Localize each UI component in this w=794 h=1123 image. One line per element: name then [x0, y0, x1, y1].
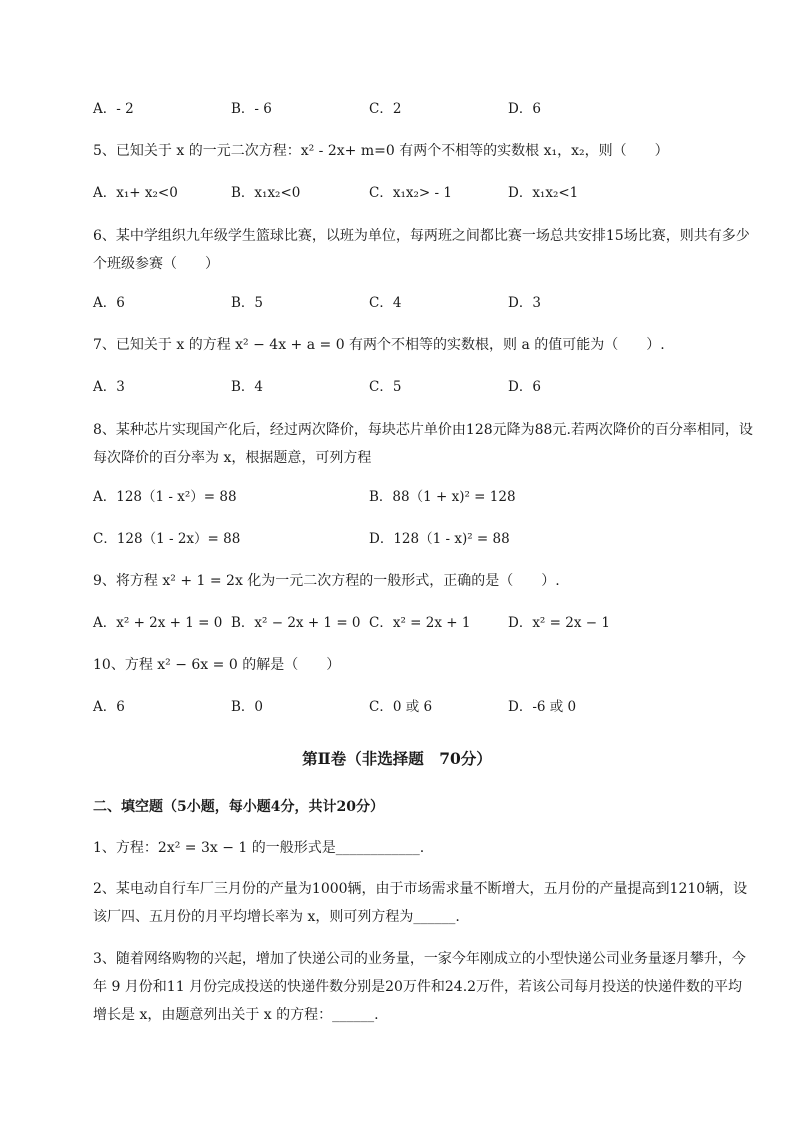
q6-option-d[interactable]: D．3: [508, 295, 541, 311]
q9-option-d[interactable]: D．x² = 2x − 1: [508, 615, 610, 631]
q7-stem: 7、已知关于 x 的方程 x² − 4x + a = 0 有两个不相等的实数根，则 a 的值可能为（ ）.: [93, 337, 665, 353]
section-title: 第Ⅱ卷（非选择题 70分）: [302, 749, 492, 768]
q8-options-row2: [93, 529, 733, 549]
q6-options: [93, 293, 733, 313]
q7-option-c[interactable]: C．5: [369, 379, 402, 395]
q5-option-b[interactable]: B．x₁x₂<0: [231, 185, 301, 201]
q10-options: [93, 697, 733, 717]
fill-question-3: 3、随着网络购物的兴起，增加了快递公司的业务量，一家今年刚成立的小型快递公司业务量逐月攀升，今年 9 月份和11 月份完成投送的快递件数分别是20万件和24.2万件，若该公司每月投送的快递件数的平均增长是 x，由题意列出关于 x 的方程：______.: [93, 951, 746, 1023]
section-subtitle: 二、填空题（5小题，每小题4分，共计20分）: [93, 799, 384, 815]
q9-option-c[interactable]: C．x² = 2x + 1: [369, 615, 471, 631]
q8-option-b[interactable]: B．88（1 + x)² = 128: [369, 489, 516, 505]
q4-option-d[interactable]: D．6: [508, 101, 541, 117]
q7-options: [93, 377, 733, 397]
q6-stem: 6、某中学组织九年级学生篮球比赛，以班为单位，每两班之间都比赛一场总共安排15场比赛，则共有多少个班级参赛（ ）: [93, 228, 750, 272]
q6-option-b[interactable]: B．5: [231, 295, 264, 311]
q10-option-c[interactable]: C．0 或 6: [369, 699, 433, 715]
q9-option-a[interactable]: A．x² + 2x + 1 = 0: [93, 615, 223, 631]
q8-option-c[interactable]: C．128（1 - 2x）= 88: [93, 531, 241, 547]
q10-option-b[interactable]: B．0: [231, 699, 264, 715]
q10-stem: 10、方程 x² − 6x = 0 的解是（ ）: [93, 657, 341, 673]
q5-option-a[interactable]: A．x₁+ x₂<0: [93, 185, 178, 201]
q10-option-d[interactable]: D．-6 或 0: [508, 699, 577, 715]
q5-option-d[interactable]: D．x₁x₂<1: [508, 185, 579, 201]
q9-option-b[interactable]: B．x² − 2x + 1 = 0: [231, 615, 361, 631]
q5-option-c[interactable]: C．x₁x₂> - 1: [369, 185, 452, 201]
q4-option-a[interactable]: A．- 2: [93, 101, 134, 117]
q8-options-row1: [93, 487, 733, 507]
q7-option-b[interactable]: B．4: [231, 379, 264, 395]
q8-option-d[interactable]: D．128（1 - x)² = 88: [369, 531, 510, 547]
q9-options: [93, 613, 733, 633]
fill-question-1: 1、方程：2x² = 3x − 1 的一般形式是____________.: [93, 840, 425, 856]
q7-option-a[interactable]: A．3: [93, 379, 125, 395]
q7-option-d[interactable]: D．6: [508, 379, 541, 395]
q6-option-c[interactable]: C．4: [369, 295, 402, 311]
q9-stem: 9、将方程 x² + 1 = 2x 化为一元二次方程的一般形式，正确的是（ ）.: [93, 573, 560, 589]
q5-options: [93, 183, 733, 203]
q4-option-b[interactable]: B．- 6: [231, 101, 272, 117]
fill-question-2: 2、某电动自行车厂三月份的产量为1000辆，由于市场需求量不断增大，五月份的产量提高到1210辆，设该厂四、五月份的月平均增长率为 x，则可列方程为______.: [93, 881, 748, 925]
q6-option-a[interactable]: A．6: [93, 295, 125, 311]
q4-options: [93, 99, 733, 119]
q4-option-c[interactable]: C．2: [369, 101, 402, 117]
q8-option-a[interactable]: A．128（1 - x²）= 88: [93, 489, 237, 505]
q10-option-a[interactable]: A．6: [93, 699, 125, 715]
q8-stem: 8、某种芯片实现国产化后，经过两次降价，每块芯片单价由128元降为88元.若两次降价的百分率相同，设每次降价的百分率为 x，根据题意，可列方程: [93, 422, 753, 466]
q5-stem: 5、已知关于 x 的一元二次方程：x² - 2x+ m=0 有两个不相等的实数根 x₁，x₂，则（ ）: [93, 143, 669, 159]
